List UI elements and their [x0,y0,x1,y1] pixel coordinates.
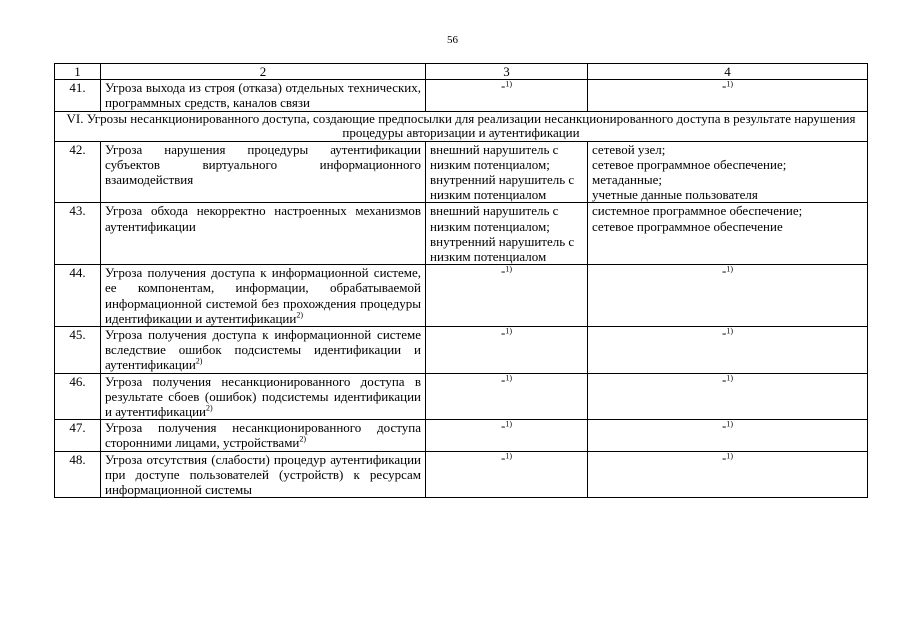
row-number: 41. [55,80,101,111]
table-row [55,203,868,265]
section-row [55,111,868,141]
object-cell: -$^{1)}$ [588,265,868,327]
row-number: 46. [55,373,101,420]
table-row [55,265,868,327]
table-row [55,451,868,498]
object-cell: -$^{1)}$ [588,327,868,374]
object-cell: -$^{1)}$ [588,373,868,420]
threat-description: Угроза получения несанкционированного доступа сторонними лицами, устройствами$^{2)}$ [101,420,426,451]
header-col-1: 1 [55,64,101,80]
threat-description: Угроза отсутствия (слабости) процедур аутентификации при доступе пользователей (устройств) к ресурсам информационной системы [101,451,426,498]
violator-cell: внешний нарушитель с низким потенциалом; внутренний нарушитель с низким потенциалом [426,141,588,203]
object-item: сетевой узел; [592,141,666,157]
header-col-4: 4 [588,64,868,80]
row-number: 48. [55,451,101,498]
violator-cell: -$^{1)}$ [426,420,588,451]
header-row [55,64,868,80]
section-title: VI. Угрозы несанкционированного доступа, создающие предпосылки для реализации несанкционированного доступа в результате нарушения процедуры авторизации и аутентификации [55,111,868,141]
threat-description: Угроза обхода некорректно настроенных механизмов аутентификации [101,203,426,265]
violator-cell: -$^{1)}$ [426,80,588,111]
row-number: 42. [55,141,101,203]
table-row [55,80,868,111]
threat-description: Угроза получения несанкционированного доступа в результате сбоев (ошибок) подсистемы идентификации и аутентификации$^{2)}$ [101,373,426,420]
threat-description: Угроза выхода из строя (отказа) отдельных технических, программных средств, каналов связи [101,80,426,111]
table-row [55,373,868,420]
object-cell [588,141,868,203]
violator-cell: -$^{1)}$ [426,373,588,420]
header-col-3: 3 [426,64,588,80]
row-number: 47. [55,420,101,451]
table-row [55,420,868,451]
violator-cell: внешний нарушитель с низким потенциалом; внутренний нарушитель с низким потенциалом [426,203,588,265]
page-number: 56 [447,34,458,46]
object-cell [588,203,868,265]
threat-description: Угроза нарушения процедуры аутентификации субъектов виртуального информационного взаимодействия [101,141,426,203]
threats-table [54,63,868,498]
violator-cell: -$^{1)}$ [426,265,588,327]
object-cell: -$^{1)}$ [588,451,868,498]
object-cell: -$^{1)}$ [588,420,868,451]
threat-description: Угроза получения доступа к информационной системе, ее компонентам, информации, обрабатываемой информационной системой без прохождения процедуры идентификации и аутентификации$^{2)}$ [101,265,426,327]
header-col-2: 2 [101,64,426,80]
violator-cell: -$^{1)}$ [426,451,588,498]
object-item: сетевое программное обеспечение; [592,156,787,172]
row-number: 45. [55,327,101,374]
object-cell: -$^{1)}$ [588,80,868,111]
violator-cell: -$^{1)}$ [426,327,588,374]
object-item: учетные данные пользователя [592,187,758,203]
object-item: системное программное обеспечение; [592,203,803,219]
object-item: метаданные; [592,172,663,188]
table-row [55,141,868,203]
threat-description: Угроза получения доступа к информационной системе вследствие ошибок подсистемы идентификации и аутентификации$^{2)}$ [101,327,426,374]
row-number: 44. [55,265,101,327]
object-item: сетевое программное обеспечение [592,218,783,234]
row-number: 43. [55,203,101,265]
table-row [55,327,868,374]
